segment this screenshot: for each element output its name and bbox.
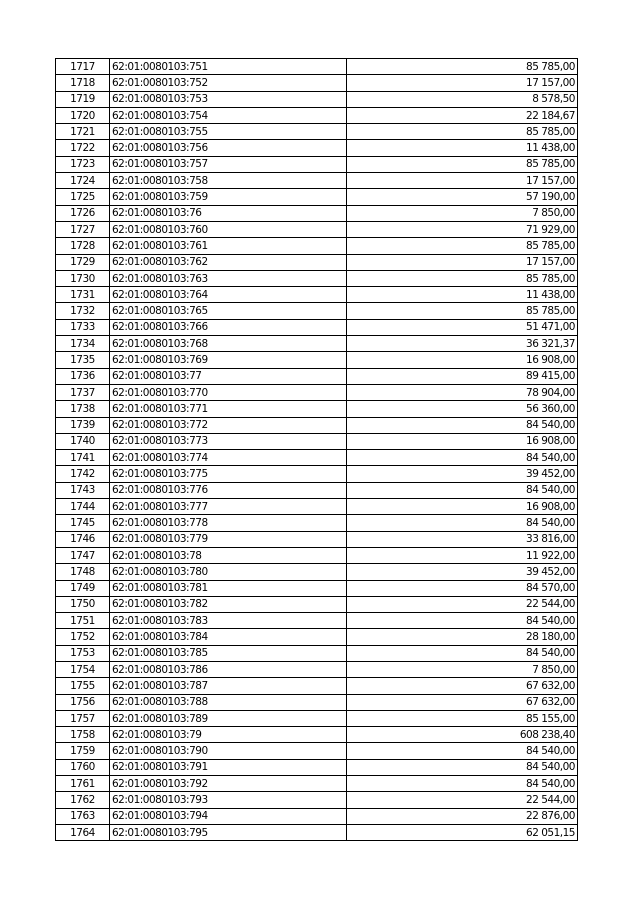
cadastral-number-cell: 62:01:0080103:751 xyxy=(110,59,347,75)
value-cell: 84 540,00 xyxy=(347,776,578,792)
row-number-cell: 1717 xyxy=(56,59,110,75)
value-cell: 22 544,00 xyxy=(347,596,578,612)
row-number-cell: 1719 xyxy=(56,91,110,107)
row-number-cell: 1728 xyxy=(56,238,110,254)
cadastral-number-cell: 62:01:0080103:754 xyxy=(110,107,347,123)
row-number-cell: 1747 xyxy=(56,547,110,563)
cadastral-number-cell: 62:01:0080103:785 xyxy=(110,645,347,661)
value-cell: 16 908,00 xyxy=(347,499,578,515)
cadastral-number-cell: 62:01:0080103:790 xyxy=(110,743,347,759)
table-row xyxy=(56,384,578,400)
value-cell: 89 415,00 xyxy=(347,368,578,384)
cadastral-number-cell: 62:01:0080103:77 xyxy=(110,368,347,384)
table-row xyxy=(56,75,578,91)
cadastral-number-cell: 62:01:0080103:792 xyxy=(110,776,347,792)
table-row xyxy=(56,547,578,563)
row-number-cell: 1752 xyxy=(56,629,110,645)
table-row xyxy=(56,564,578,580)
cadastral-number-cell: 62:01:0080103:779 xyxy=(110,531,347,547)
cadastral-number-cell: 62:01:0080103:769 xyxy=(110,352,347,368)
value-cell: 17 157,00 xyxy=(347,173,578,189)
table-row xyxy=(56,238,578,254)
value-cell: 84 540,00 xyxy=(347,515,578,531)
row-number-cell: 1743 xyxy=(56,482,110,498)
cadastral-number-cell: 62:01:0080103:765 xyxy=(110,303,347,319)
table-row xyxy=(56,59,578,75)
value-cell: 84 540,00 xyxy=(347,645,578,661)
value-cell: 28 180,00 xyxy=(347,629,578,645)
value-cell: 85 785,00 xyxy=(347,270,578,286)
table-row xyxy=(56,352,578,368)
table-row xyxy=(56,433,578,449)
table-row xyxy=(56,173,578,189)
value-cell: 84 540,00 xyxy=(347,743,578,759)
table-row xyxy=(56,629,578,645)
cadastral-number-cell: 62:01:0080103:761 xyxy=(110,238,347,254)
table-row xyxy=(56,743,578,759)
value-cell: 16 908,00 xyxy=(347,352,578,368)
row-number-cell: 1736 xyxy=(56,368,110,384)
table-row xyxy=(56,91,578,107)
value-cell: 67 632,00 xyxy=(347,694,578,710)
cadastral-number-cell: 62:01:0080103:76 xyxy=(110,205,347,221)
cadastral-number-cell: 62:01:0080103:784 xyxy=(110,629,347,645)
table-row xyxy=(56,710,578,726)
row-number-cell: 1749 xyxy=(56,580,110,596)
table-row xyxy=(56,303,578,319)
cadastral-number-cell: 62:01:0080103:762 xyxy=(110,254,347,270)
value-cell: 85 785,00 xyxy=(347,303,578,319)
value-cell: 39 452,00 xyxy=(347,564,578,580)
table-row xyxy=(56,824,578,840)
table-row xyxy=(56,140,578,156)
cadastral-number-cell: 62:01:0080103:787 xyxy=(110,678,347,694)
table-row xyxy=(56,124,578,140)
cadastral-number-cell: 62:01:0080103:771 xyxy=(110,401,347,417)
cadastral-value-table xyxy=(55,58,578,841)
row-number-cell: 1758 xyxy=(56,727,110,743)
cadastral-number-cell: 62:01:0080103:755 xyxy=(110,124,347,140)
value-cell: 85 785,00 xyxy=(347,59,578,75)
value-cell: 8 578,50 xyxy=(347,91,578,107)
cadastral-number-cell: 62:01:0080103:789 xyxy=(110,710,347,726)
table-row xyxy=(56,515,578,531)
row-number-cell: 1744 xyxy=(56,499,110,515)
value-cell: 56 360,00 xyxy=(347,401,578,417)
value-cell: 62 051,15 xyxy=(347,824,578,840)
row-number-cell: 1750 xyxy=(56,596,110,612)
cadastral-number-cell: 62:01:0080103:766 xyxy=(110,319,347,335)
table-row xyxy=(56,808,578,824)
cadastral-number-cell: 62:01:0080103:793 xyxy=(110,792,347,808)
value-cell: 22 184,67 xyxy=(347,107,578,123)
table-row xyxy=(56,645,578,661)
row-number-cell: 1729 xyxy=(56,254,110,270)
cadastral-number-cell: 62:01:0080103:774 xyxy=(110,450,347,466)
row-number-cell: 1751 xyxy=(56,613,110,629)
table-row xyxy=(56,678,578,694)
row-number-cell: 1720 xyxy=(56,107,110,123)
cadastral-number-cell: 62:01:0080103:794 xyxy=(110,808,347,824)
table-row xyxy=(56,727,578,743)
value-cell: 7 850,00 xyxy=(347,205,578,221)
row-number-cell: 1739 xyxy=(56,417,110,433)
value-cell: 16 908,00 xyxy=(347,433,578,449)
cadastral-number-cell: 62:01:0080103:760 xyxy=(110,221,347,237)
row-number-cell: 1732 xyxy=(56,303,110,319)
cadastral-number-cell: 62:01:0080103:770 xyxy=(110,384,347,400)
value-cell: 85 155,00 xyxy=(347,710,578,726)
table-body xyxy=(56,59,578,841)
table-row xyxy=(56,319,578,335)
row-number-cell: 1727 xyxy=(56,221,110,237)
table-row xyxy=(56,287,578,303)
table-row xyxy=(56,613,578,629)
table-row xyxy=(56,482,578,498)
row-number-cell: 1738 xyxy=(56,401,110,417)
row-number-cell: 1748 xyxy=(56,564,110,580)
cadastral-number-cell: 62:01:0080103:772 xyxy=(110,417,347,433)
value-cell: 84 540,00 xyxy=(347,759,578,775)
row-number-cell: 1754 xyxy=(56,661,110,677)
cadastral-number-cell: 62:01:0080103:786 xyxy=(110,661,347,677)
row-number-cell: 1755 xyxy=(56,678,110,694)
value-cell: 84 540,00 xyxy=(347,613,578,629)
table-row xyxy=(56,759,578,775)
row-number-cell: 1764 xyxy=(56,824,110,840)
row-number-cell: 1726 xyxy=(56,205,110,221)
value-cell: 84 570,00 xyxy=(347,580,578,596)
cadastral-number-cell: 62:01:0080103:780 xyxy=(110,564,347,580)
cadastral-number-cell: 62:01:0080103:768 xyxy=(110,336,347,352)
row-number-cell: 1762 xyxy=(56,792,110,808)
row-number-cell: 1718 xyxy=(56,75,110,91)
value-cell: 67 632,00 xyxy=(347,678,578,694)
row-number-cell: 1740 xyxy=(56,433,110,449)
table-row xyxy=(56,694,578,710)
value-cell: 84 540,00 xyxy=(347,450,578,466)
cadastral-number-cell: 62:01:0080103:758 xyxy=(110,173,347,189)
row-number-cell: 1757 xyxy=(56,710,110,726)
cadastral-number-cell: 62:01:0080103:791 xyxy=(110,759,347,775)
row-number-cell: 1741 xyxy=(56,450,110,466)
row-number-cell: 1735 xyxy=(56,352,110,368)
cadastral-number-cell: 62:01:0080103:763 xyxy=(110,270,347,286)
row-number-cell: 1760 xyxy=(56,759,110,775)
table-row xyxy=(56,156,578,172)
value-cell: 78 904,00 xyxy=(347,384,578,400)
row-number-cell: 1722 xyxy=(56,140,110,156)
table-row xyxy=(56,189,578,205)
table-row xyxy=(56,221,578,237)
table-row xyxy=(56,368,578,384)
cadastral-number-cell: 62:01:0080103:79 xyxy=(110,727,347,743)
cadastral-number-cell: 62:01:0080103:753 xyxy=(110,91,347,107)
row-number-cell: 1731 xyxy=(56,287,110,303)
value-cell: 71 929,00 xyxy=(347,221,578,237)
value-cell: 22 544,00 xyxy=(347,792,578,808)
row-number-cell: 1763 xyxy=(56,808,110,824)
value-cell: 17 157,00 xyxy=(347,254,578,270)
table-row xyxy=(56,596,578,612)
cadastral-number-cell: 62:01:0080103:783 xyxy=(110,613,347,629)
value-cell: 84 540,00 xyxy=(347,417,578,433)
value-cell: 85 785,00 xyxy=(347,124,578,140)
value-cell: 11 438,00 xyxy=(347,287,578,303)
row-number-cell: 1742 xyxy=(56,466,110,482)
table-row xyxy=(56,336,578,352)
cadastral-number-cell: 62:01:0080103:757 xyxy=(110,156,347,172)
value-cell: 33 816,00 xyxy=(347,531,578,547)
row-number-cell: 1723 xyxy=(56,156,110,172)
row-number-cell: 1745 xyxy=(56,515,110,531)
value-cell: 85 785,00 xyxy=(347,156,578,172)
cadastral-number-cell: 62:01:0080103:773 xyxy=(110,433,347,449)
table-row xyxy=(56,254,578,270)
row-number-cell: 1733 xyxy=(56,319,110,335)
cadastral-number-cell: 62:01:0080103:782 xyxy=(110,596,347,612)
row-number-cell: 1761 xyxy=(56,776,110,792)
cadastral-number-cell: 62:01:0080103:756 xyxy=(110,140,347,156)
table-row xyxy=(56,401,578,417)
cadastral-number-cell: 62:01:0080103:781 xyxy=(110,580,347,596)
cadastral-number-cell: 62:01:0080103:78 xyxy=(110,547,347,563)
cadastral-number-cell: 62:01:0080103:788 xyxy=(110,694,347,710)
value-cell: 57 190,00 xyxy=(347,189,578,205)
value-cell: 17 157,00 xyxy=(347,75,578,91)
table-row xyxy=(56,466,578,482)
cadastral-number-cell: 62:01:0080103:778 xyxy=(110,515,347,531)
value-cell: 22 876,00 xyxy=(347,808,578,824)
table-row xyxy=(56,417,578,433)
row-number-cell: 1721 xyxy=(56,124,110,140)
value-cell: 85 785,00 xyxy=(347,238,578,254)
value-cell: 36 321,37 xyxy=(347,336,578,352)
value-cell: 11 438,00 xyxy=(347,140,578,156)
value-cell: 7 850,00 xyxy=(347,661,578,677)
table-row xyxy=(56,499,578,515)
row-number-cell: 1737 xyxy=(56,384,110,400)
cadastral-number-cell: 62:01:0080103:776 xyxy=(110,482,347,498)
value-cell: 11 922,00 xyxy=(347,547,578,563)
row-number-cell: 1746 xyxy=(56,531,110,547)
row-number-cell: 1724 xyxy=(56,173,110,189)
table-row xyxy=(56,531,578,547)
value-cell: 84 540,00 xyxy=(347,482,578,498)
row-number-cell: 1734 xyxy=(56,336,110,352)
cadastral-number-cell: 62:01:0080103:764 xyxy=(110,287,347,303)
table-row xyxy=(56,661,578,677)
table-row xyxy=(56,776,578,792)
row-number-cell: 1756 xyxy=(56,694,110,710)
row-number-cell: 1725 xyxy=(56,189,110,205)
table-row xyxy=(56,205,578,221)
row-number-cell: 1759 xyxy=(56,743,110,759)
table-row xyxy=(56,580,578,596)
cadastral-number-cell: 62:01:0080103:759 xyxy=(110,189,347,205)
table-row xyxy=(56,450,578,466)
cadastral-number-cell: 62:01:0080103:752 xyxy=(110,75,347,91)
cadastral-number-cell: 62:01:0080103:777 xyxy=(110,499,347,515)
table-row xyxy=(56,792,578,808)
cadastral-number-cell: 62:01:0080103:775 xyxy=(110,466,347,482)
value-cell: 39 452,00 xyxy=(347,466,578,482)
table-row xyxy=(56,107,578,123)
cadastral-number-cell: 62:01:0080103:795 xyxy=(110,824,347,840)
table-row xyxy=(56,270,578,286)
row-number-cell: 1730 xyxy=(56,270,110,286)
value-cell: 51 471,00 xyxy=(347,319,578,335)
row-number-cell: 1753 xyxy=(56,645,110,661)
value-cell: 608 238,40 xyxy=(347,727,578,743)
